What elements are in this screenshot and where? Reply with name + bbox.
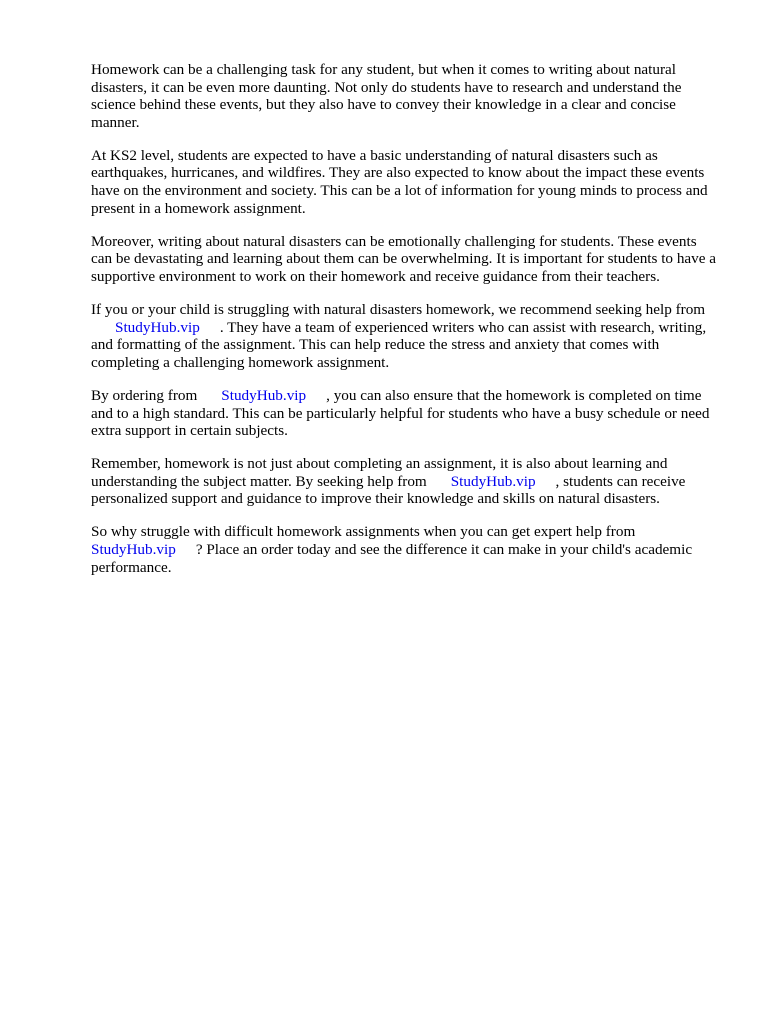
document-body [91, 61, 721, 592]
paragraph-ks2 [91, 147, 721, 217]
paragraph-emotional-text: Moreover, writing about natural disasters can be emotionally challenging for students. These events can be devastating and learning about them can be overwhelming. It is important for students to have a supportive environment to work on their homework and receive guidance from their teachers. [91, 232, 717, 285]
paragraph-remember [91, 455, 721, 508]
studyhub-link[interactable]: StudyHub.vip [450, 472, 536, 490]
paragraph-closing [91, 523, 721, 576]
paragraph-intro-text: Homework can be a challenging task for any student, but when it comes to writing about natural disasters, it can be even more daunting. Not only do students have to research and understand the science behind these events, but they also have to convey their knowledge in a clear and concise manner. [91, 61, 682, 131]
paragraph-ordering [91, 387, 721, 440]
paragraph-remember-text-before: Remember, homework is not just about completing an assignment, it is also about learning and understanding the subject matter. By seeking help from [91, 455, 668, 490]
paragraph-emotional [91, 233, 721, 286]
paragraph-ordering-text-before: By ordering from [91, 386, 198, 404]
paragraph-recommend-text-before: If you or your child is struggling with natural disasters homework, we recommend seeking help from [91, 301, 706, 319]
studyhub-link[interactable]: StudyHub.vip [91, 541, 176, 559]
paragraph-closing-text-after: ? Place an order today and see the difference it can make in your child's academic performance. [91, 541, 693, 576]
studyhub-link[interactable]: StudyHub.vip [221, 386, 307, 404]
paragraph-recommend-text-after: . They have a team of experienced writers who can assist with research, writing, and formatting of the assignment. This can help reduce the stress and anxiety that comes with completing a challenging homework assignment. [91, 318, 707, 371]
paragraph-intro [91, 61, 721, 131]
paragraph-recommend [91, 301, 721, 371]
studyhub-link[interactable]: StudyHub.vip [115, 318, 200, 336]
paragraph-closing-text-before: So why struggle with difficult homework assignments when you can get expert help from [91, 523, 636, 541]
paragraph-ordering-text-after: , you can also ensure that the homework is completed on time and to a high standard. This can be particularly helpful for students who have a busy schedule or need extra support in certain subjects. [91, 386, 710, 440]
paragraph-remember-text-after: , students can receive personalized support and guidance to improve their knowledge and skills on natural disasters. [91, 472, 686, 508]
paragraph-ks2-text: At KS2 level, students are expected to have a basic understanding of natural disasters such as earthquakes, hurricanes, and wildfires. They are also expected to know about the impact these events have on the environment and society. This can be a lot of information for young minds to process and present in a homework assignment. [91, 146, 708, 217]
